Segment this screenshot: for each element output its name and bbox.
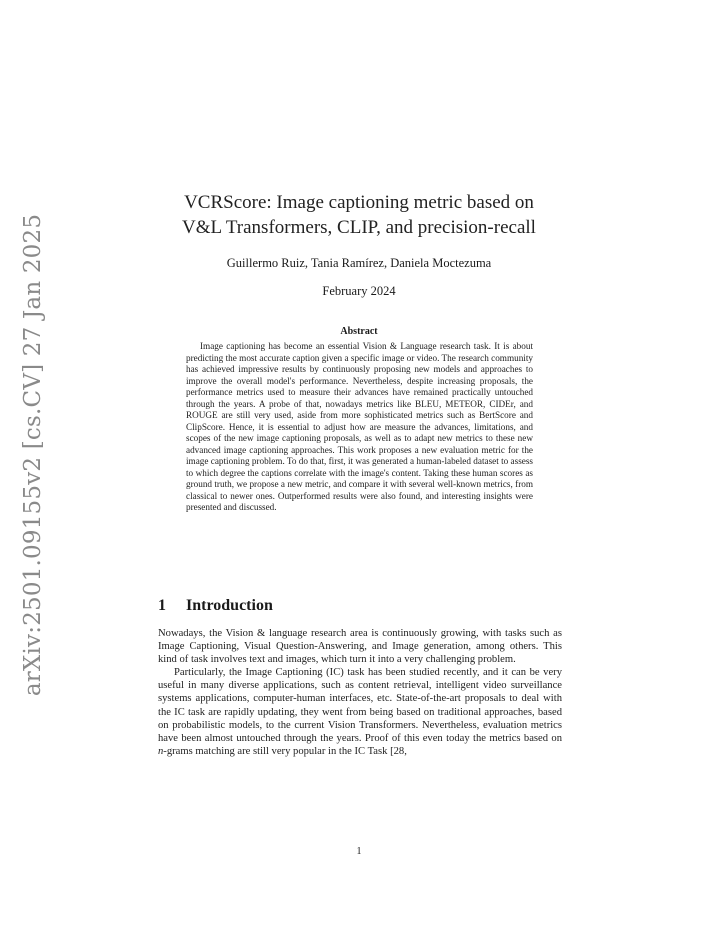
section-number: 1 [158, 597, 166, 614]
abstract-body [186, 341, 533, 514]
paper-title [150, 190, 568, 240]
author-list: Guillermo Ruiz, Tania Ramírez, Daniela Moctezuma [226, 256, 492, 270]
paragraph-2-italic: n [158, 745, 164, 757]
title-line-2: V&L Transformers, CLIP, and precision-recall [182, 217, 536, 238]
publication-date: February 2024 [322, 284, 396, 298]
paragraph-2 [158, 666, 562, 758]
section-heading [158, 597, 273, 615]
abstract-text: Image captioning has become an essential Vision & Language research task. It is about predicting the most accurate caption given a specific image or video. The research community has achieved impressive results by continuously proposing new models and approaches to improve the overall model's performance. Nevertheless, despite increasing proposals, the performance metrics used to measure their advances have remained practically untouched through the years. A probe of that, nowadays metrics like BLEU, METEOR, CIDEr, and ROUGE are still very used, aside from more sophisticated metrics such as BertScore and ClipScore. Hence, it is essential to adjust how are measure the advances, limitations, and scopes of the new image captioning proposals, as well as to adapt new metrics to these new advanced image captioning approaches. This work proposes a new evaluation metric for the image captioning problem. To do that, first, it was generated a human-labeled dataset to assess to which degree the captions correlate with the image's content. Taking these human scores as ground truth, we propose a new metric, and compare it with several well-known metrics, from classical to newer ones. Outperformed results were also found, and interesting insights were presented and discussed. [186, 341, 533, 512]
abstract-heading: Abstract [340, 326, 378, 337]
title-line-1: VCRScore: Image captioning metric based on [184, 192, 534, 213]
page-number: 1 [356, 846, 362, 857]
paragraph-2-part-b: -grams matching are still very popular in the IC Task [28, [163, 745, 407, 757]
section-title: Introduction [186, 597, 273, 614]
introduction-body [158, 627, 562, 758]
arxiv-identifier-stamp: arXiv:2501.09155v2 [cs.CV] 27 Jan 2025 [20, 213, 46, 697]
paragraph-1: Nowadays, the Vision & language research area is continuously growing, with tasks such as Image Captioning, Visual Question-Answering, and Image generation, among others. This kind of task involves text and images, which turn it into a very challenging problem. [158, 628, 562, 666]
paragraph-2-part-a: Particularly, the Image Captioning (IC) task has been studied recently, and it can be very useful in many diverse applications, such as content retrieval, intelligent video surveillance systems applications, computer-human interfaces, etc. State-of-the-art proposals to deal with the IC task are rapidly updating, they went from being based on traditional approaches, based on probabilistic models, to the current Vision Transformers. Nevertheless, evaluation metrics have been almost untouched through the years. Proof of this even today the metrics based on [158, 667, 562, 744]
